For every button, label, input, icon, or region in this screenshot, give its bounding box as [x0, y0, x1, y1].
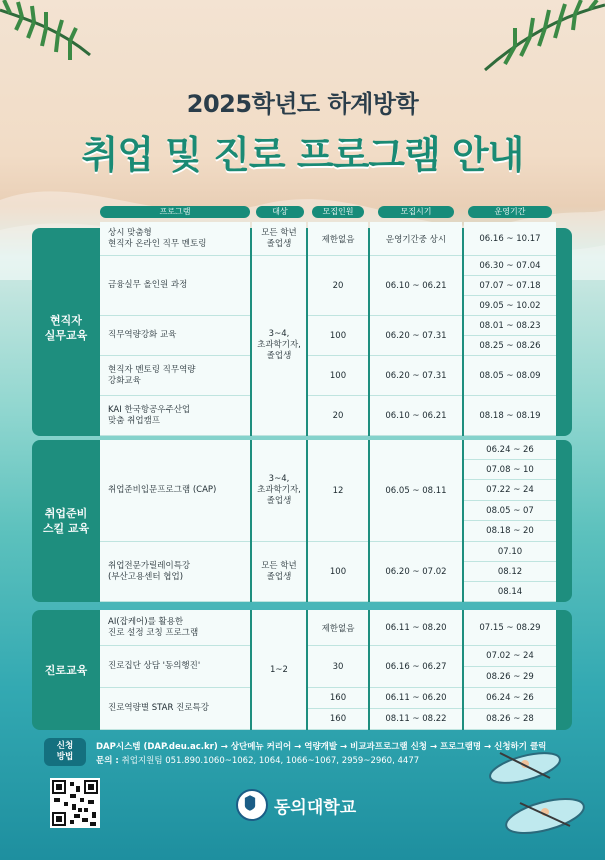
program-target: 1~2 — [252, 610, 306, 730]
section-label-career: 진로교육 — [44, 664, 88, 677]
program-capacity: 20 — [308, 396, 368, 436]
program-period: 08.26 ~ 28 — [464, 709, 556, 730]
program-capacity: 100 — [308, 356, 368, 396]
column-header-capacity: 모집인원 — [312, 206, 364, 218]
kayak-illustration-icon — [470, 748, 600, 848]
program-recruit: 06.20 ~ 07.31 — [370, 316, 462, 356]
program-period: 07.07 ~ 07.18 — [464, 276, 556, 296]
program-capacity: 20 — [308, 256, 368, 316]
program-name: 현직자 멘토링 직무역량 강화교육 — [100, 356, 250, 396]
program-name: 취업준비입문프로그램 (CAP) — [100, 440, 250, 542]
qr-code-icon[interactable] — [50, 778, 100, 828]
program-capacity: 160 — [308, 688, 368, 709]
program-period: 07.02 ~ 24 — [464, 646, 556, 667]
program-name: 금융실무 올인원 과정 — [100, 256, 250, 316]
program-name: 취업전문가릴레이특강 (부산고용센터 협업) — [100, 542, 250, 602]
section-label-job-practice: 현직자 실무교육 — [44, 314, 88, 342]
program-recruit: 08.11 ~ 08.22 — [370, 709, 462, 730]
university-emblem-icon — [236, 789, 268, 821]
program-recruit: 06.20 ~ 07.31 — [370, 356, 462, 396]
program-name: 상시 맞춤형 현직자 온라인 직무 멘토링 — [100, 222, 250, 256]
program-target: 3~4, 초과학기자, 졸업생 — [252, 440, 306, 542]
column-header-recruit: 모집시기 — [378, 206, 454, 218]
column-header-target: 대상 — [256, 206, 304, 218]
program-recruit: 06.20 ~ 07.02 — [370, 542, 462, 602]
program-period: 08.01 ~ 08.23 — [464, 316, 556, 336]
program-name: KAI 한국항공우주산업 맞춤 취업캠프 — [100, 396, 250, 436]
program-period: 09.05 ~ 10.02 — [464, 296, 556, 316]
program-period: 06.30 ~ 07.04 — [464, 256, 556, 276]
program-recruit: 운영기간중 상시 — [370, 222, 462, 256]
table-header — [0, 206, 605, 218]
program-recruit: 06.05 ~ 08.11 — [370, 440, 462, 542]
contact-label: 문의 : — [96, 756, 119, 766]
program-name: AI(잡케어)를 활용한 진로 설정 코칭 프로그램 — [100, 610, 250, 646]
program-period: 07.08 ~ 10 — [464, 460, 556, 480]
program-capacity: 100 — [308, 316, 368, 356]
page-title: 취업 및 진로 프로그램 안내 — [81, 133, 524, 177]
program-target: 3~4, 초과학기자, 졸업생 — [252, 256, 306, 436]
program-capacity: 제한없음 — [308, 222, 368, 256]
program-period: 08.05 ~ 08.09 — [464, 356, 556, 396]
program-period: 08.12 — [464, 562, 556, 582]
program-capacity: 제한없음 — [308, 610, 368, 646]
program-period: 06.16 ~ 10.17 — [464, 222, 556, 256]
apply-method-badge: 신청 방법 — [44, 738, 86, 766]
program-capacity: 100 — [308, 542, 368, 602]
program-recruit: 06.16 ~ 06.27 — [370, 646, 462, 688]
program-name: 직무역량강화 교육 — [100, 316, 250, 356]
program-recruit: 06.10 ~ 06.21 — [370, 396, 462, 436]
section-label-job-skills: 취업준비 스킬 교육 — [42, 507, 90, 535]
program-recruit: 06.11 ~ 06.20 — [370, 688, 462, 709]
program-period: 08.25 ~ 08.26 — [464, 336, 556, 356]
column-header-period: 운영기간 — [468, 206, 552, 218]
column-header-program: 프로그램 — [100, 206, 250, 218]
program-name: 진로역량별 STAR 진로특강 — [100, 688, 250, 730]
program-period: 06.24 ~ 26 — [464, 440, 556, 460]
program-name: 진로집단 상담 '동의행진' — [100, 646, 250, 688]
contact-line — [96, 754, 419, 766]
program-period: 06.24 ~ 26 — [464, 688, 556, 709]
palm-leaf-left-icon — [0, 0, 120, 70]
contact-text: 취업지원팀 051.890.1060~1062, 1064, 1066~1067, 2959~2960, 4477 — [121, 756, 420, 766]
program-period: 08.18 ~ 08.19 — [464, 396, 556, 436]
university-logo — [236, 790, 356, 820]
program-period: 07.22 ~ 24 — [464, 480, 556, 501]
program-capacity: 30 — [308, 646, 368, 688]
program-period: 07.15 ~ 08.29 — [464, 610, 556, 646]
apply-instructions: DAP시스템 (DAP.deu.ac.kr) → 상단메뉴 커리어 → 역량개발 → 비교과프로그램 신청 → 프로그램명 → 신청하기 클릭 — [96, 742, 547, 752]
program-capacity: 160 — [308, 709, 368, 730]
palm-leaf-right-icon — [455, 0, 605, 80]
university-name: 동의대학교 — [274, 797, 357, 818]
program-period: 07.10 — [464, 542, 556, 562]
program-period: 08.26 ~ 29 — [464, 667, 556, 688]
program-period: 08.18 ~ 20 — [464, 521, 556, 542]
program-recruit: 06.11 ~ 08.20 — [370, 610, 462, 646]
title-year: 2025학년도 하계방학 — [186, 90, 419, 118]
program-target: 모든 학년 졸업생 — [252, 542, 306, 602]
program-period: 08.14 — [464, 582, 556, 602]
program-capacity: 12 — [308, 440, 368, 542]
program-recruit: 06.10 ~ 06.21 — [370, 256, 462, 316]
program-target: 모든 학년 졸업생 — [252, 222, 306, 256]
program-period: 08.05 ~ 07 — [464, 501, 556, 521]
